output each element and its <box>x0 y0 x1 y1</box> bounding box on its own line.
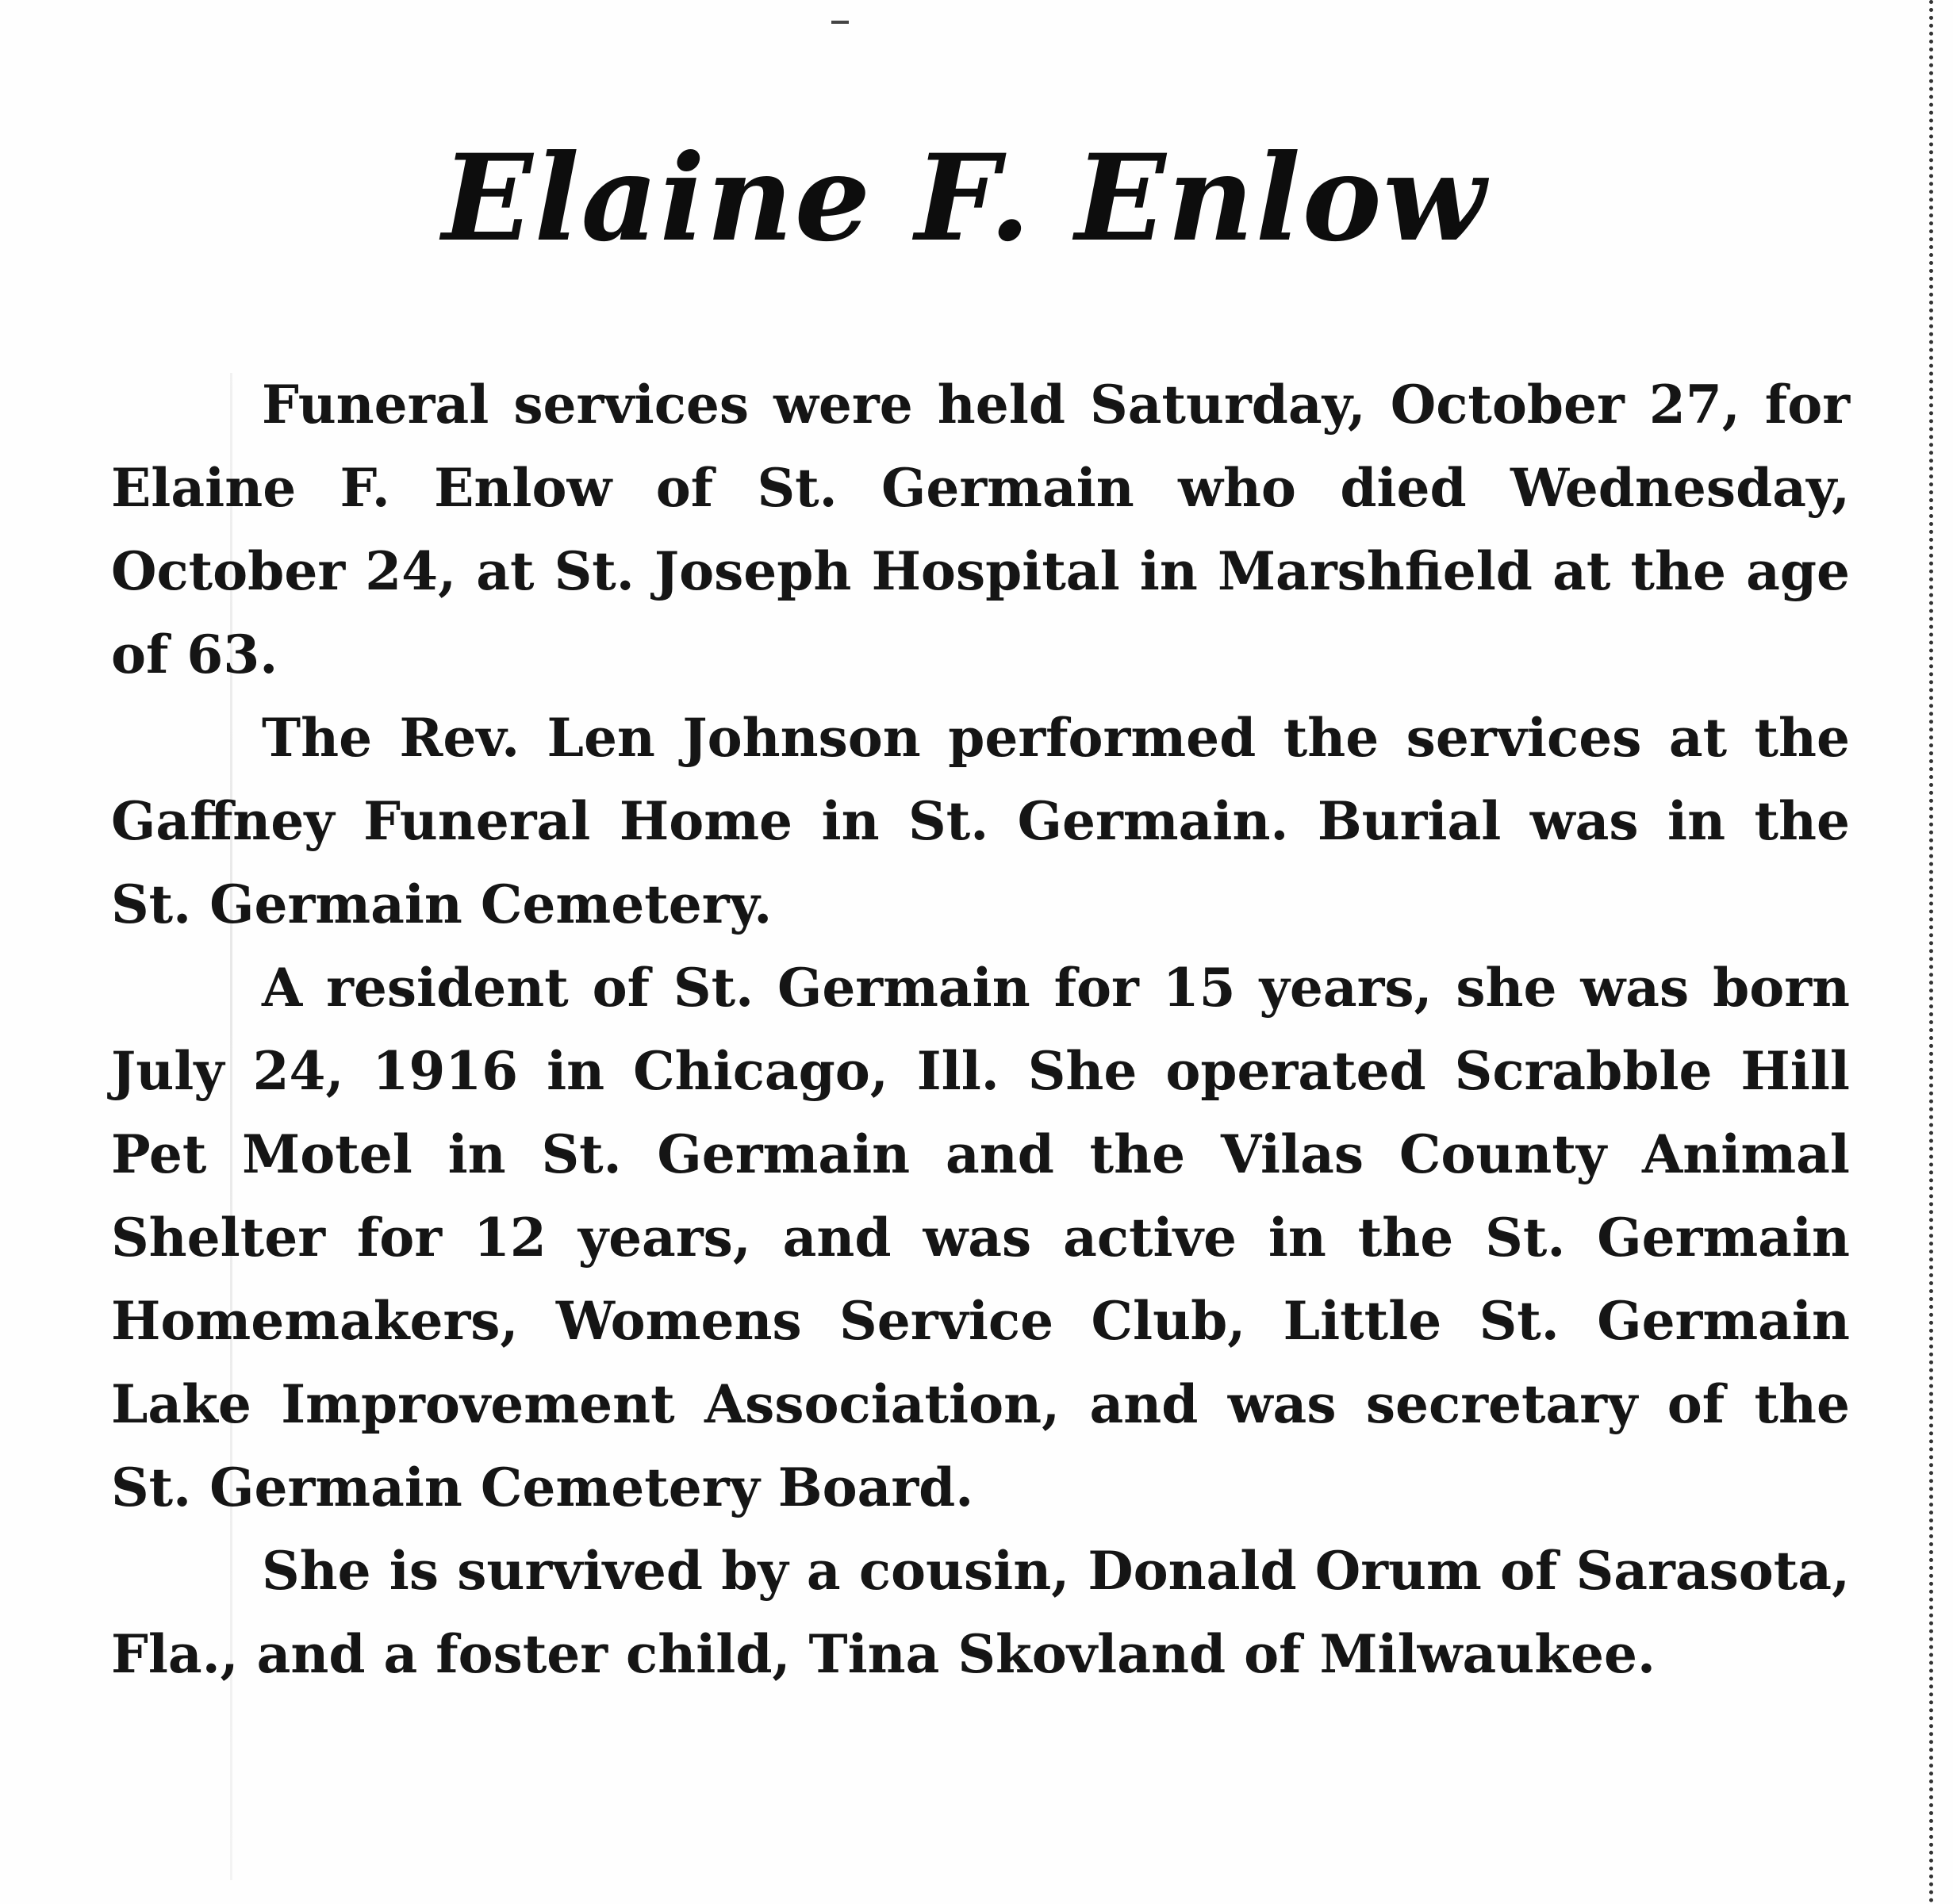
scan-mark <box>831 21 849 24</box>
paragraph-funeral-services: Funeral services were held Saturday, October 27, for Elaine F. Enlow of St. Germain who died Wednesday, October 24, at St. Joseph Hospital in Marshfield at the age of 63. <box>111 374 1850 685</box>
paragraph-burial: The Rev. Len Johnson performed the services at the Gaffney Funeral Home in St. Germain. Burial was in the St. Germain Cemetery. <box>111 707 1850 935</box>
paragraph-survivors: She is survived by a cousin, Donald Orum of Sarasota, Fla., and a foster child, Tina Skovland of Milwaukee. <box>111 1540 1850 1685</box>
paragraph-biography: A resident of St. Germain for 15 years, she was born July 24, 1916 in Chicago, Ill. She operated Scrabble Hill Pet Motel in St. Germain and the Vilas County Animal Shelter for 12 years, and was active in the St. Germain Homemakers, Womens Service Club, Little St. Germain Lake Improvement Association, and was secretary of the St. Germain Cemetery Board. <box>111 957 1850 1518</box>
cut-border <box>1929 0 1933 1904</box>
obituary-headline: Elaine F. Enlow <box>442 129 1487 268</box>
obituary-body <box>111 363 1850 1696</box>
